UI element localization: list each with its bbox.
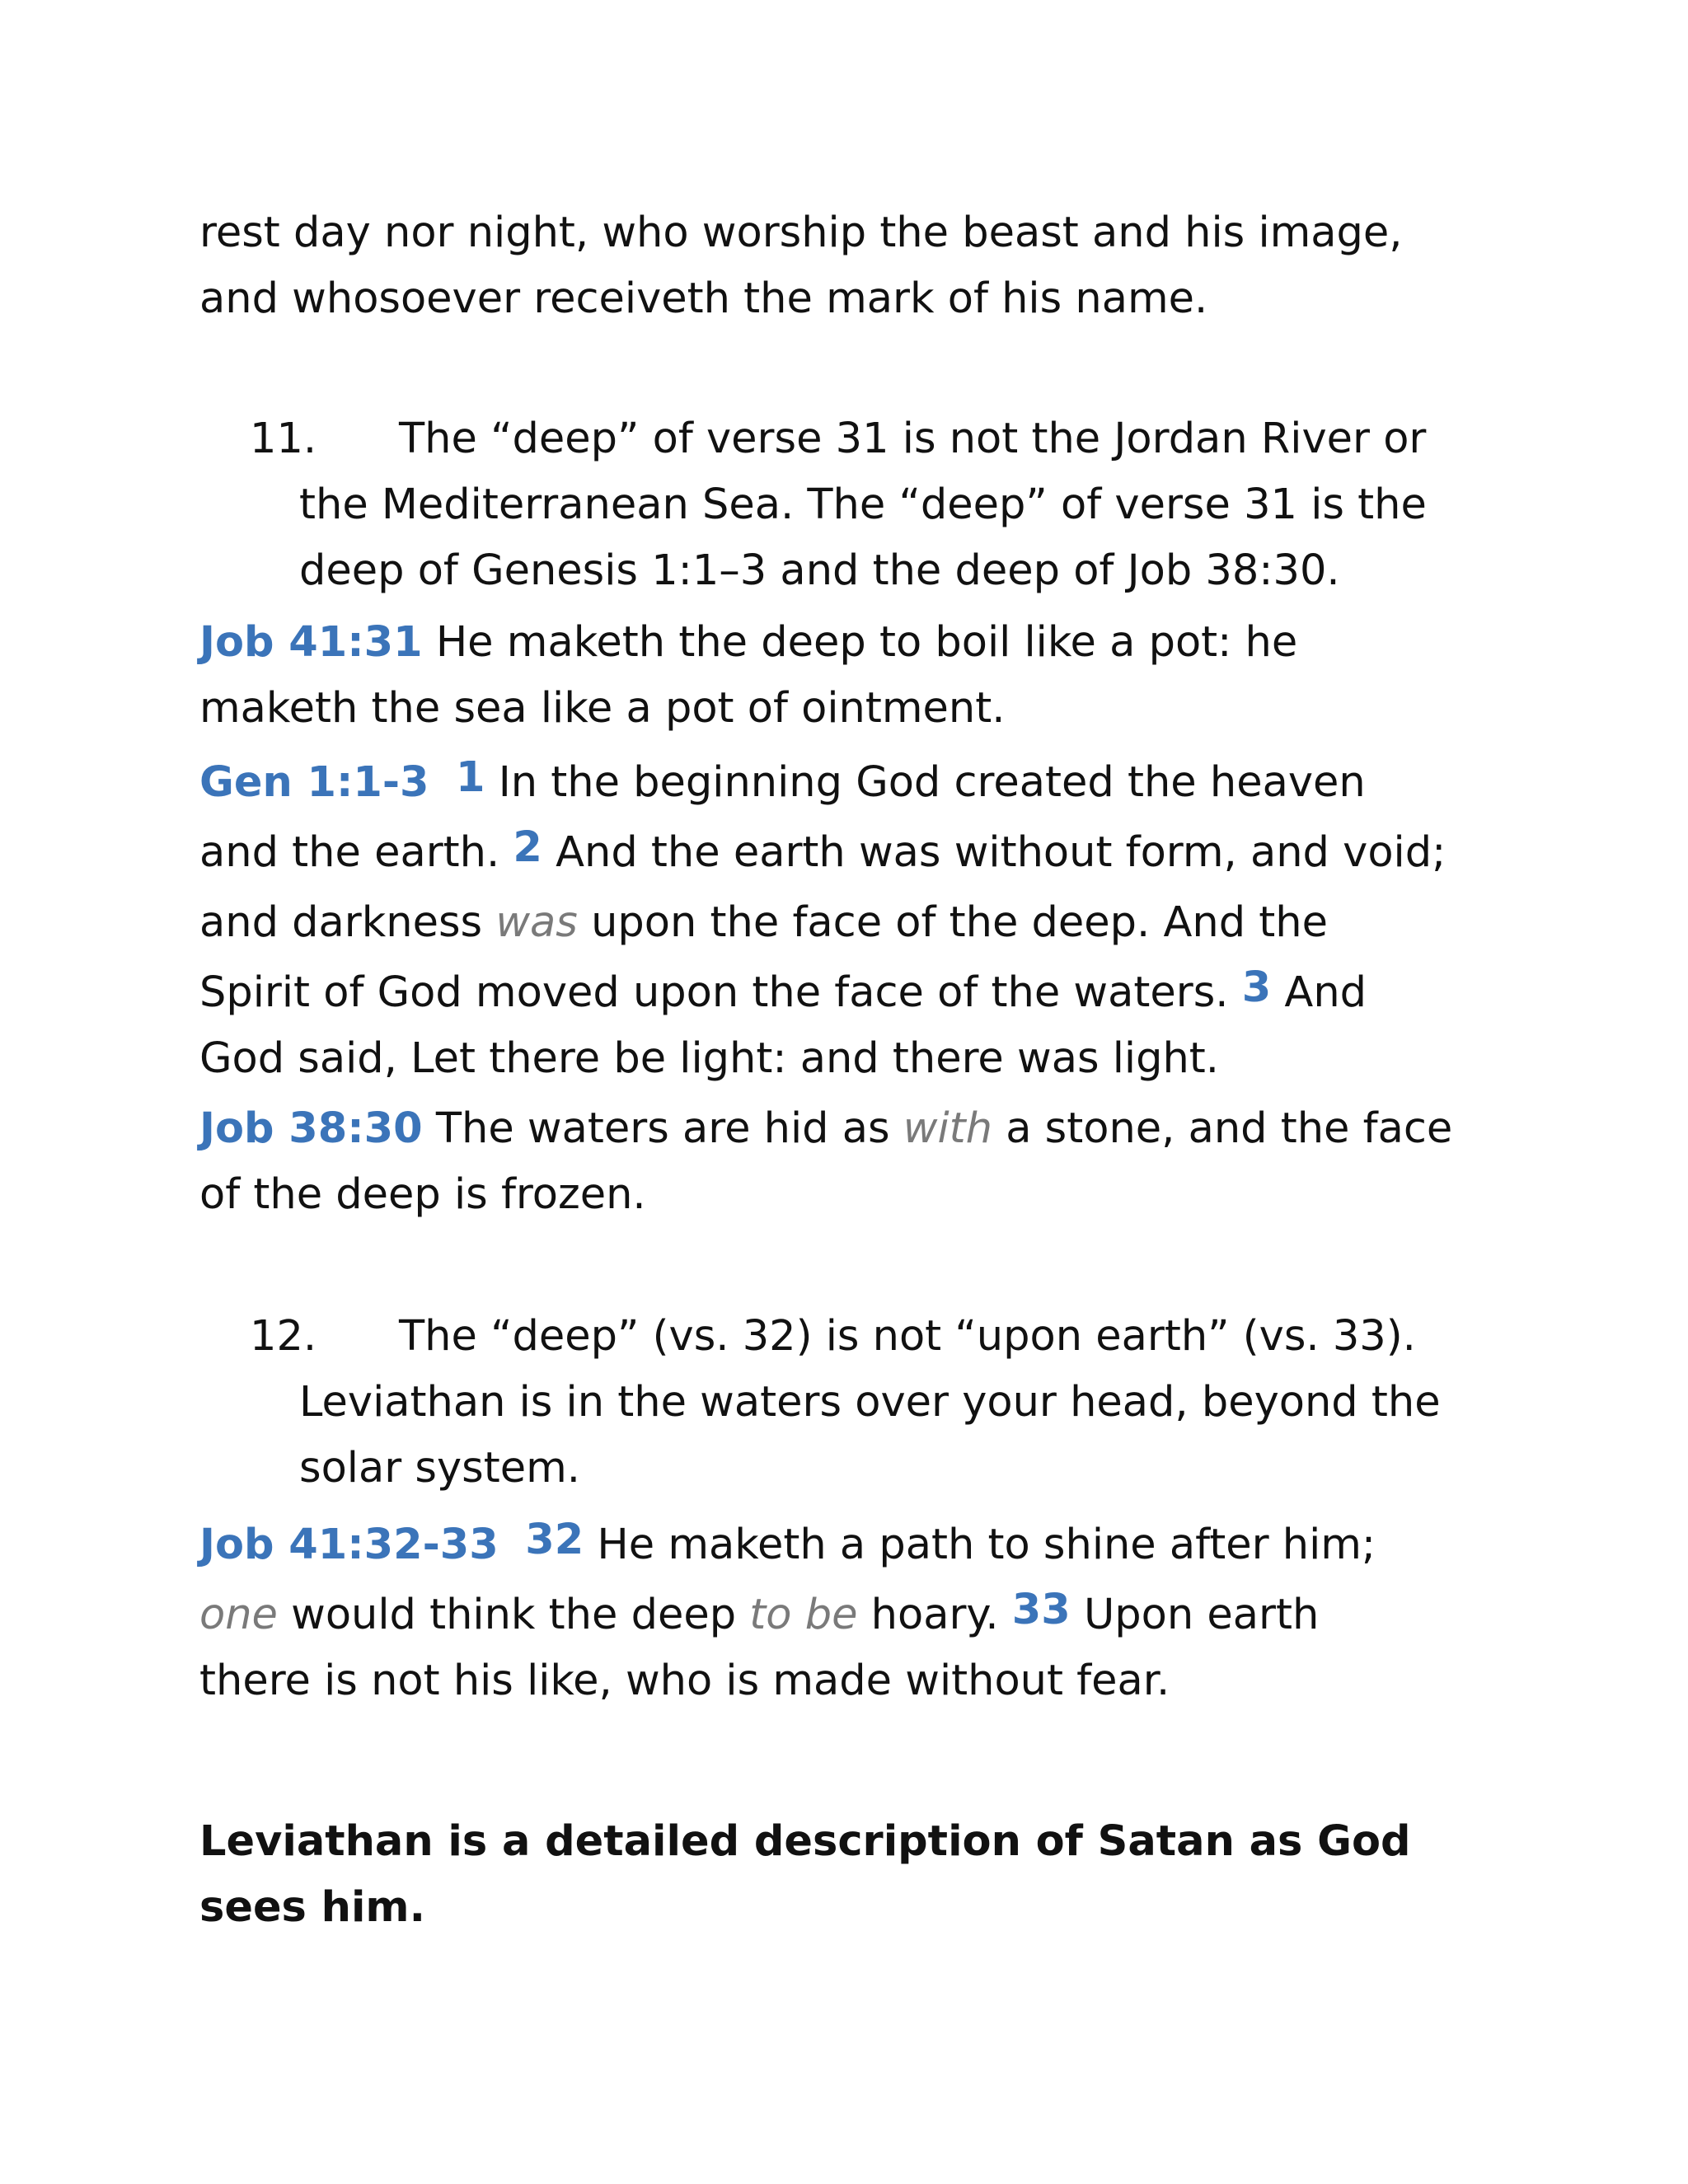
list-item-line: Leviathan is in the waters over your head, beyond the (299, 1378, 1441, 1427)
verse-number: 3 (1241, 963, 1272, 1012)
scripture-text: would think the deep (277, 1591, 750, 1639)
scripture-reference: Job 41:32-33 (199, 1521, 499, 1569)
scripture-text: a stone, and the face (992, 1104, 1453, 1153)
list-item-line: deep of Genesis 1:1–3 and the deep of Job 38:30. (299, 546, 1340, 595)
scripture-text: upon the face of the deep. And the (577, 898, 1328, 947)
list-item-line: solar system. (299, 1444, 580, 1493)
scripture-line (199, 1582, 1319, 1648)
verse-number: 33 (1011, 1586, 1071, 1634)
italic-word: was (495, 898, 578, 947)
italic-word: with (903, 1104, 992, 1153)
scripture-reference: Job 38:30 (199, 1104, 423, 1153)
scripture-text: In the beginning God created the heaven (485, 758, 1366, 807)
scripture-text: He maketh the deep to boil like a pot: he (422, 618, 1298, 667)
scripture-line (199, 960, 1367, 1026)
verse-number: 32 (525, 1516, 584, 1564)
scripture-line: there is not his like, who is made without fear. (199, 1657, 1170, 1705)
italic-word: one (199, 1591, 278, 1639)
scripture-line: maketh the sea like a pot of ointment. (199, 684, 1006, 733)
scripture-reference: Job 41:31 (199, 618, 423, 667)
scripture-line (199, 1512, 1376, 1578)
scripture-text: and the earth. (199, 828, 513, 877)
scripture-text: The waters are hid as (422, 1104, 903, 1153)
verse-number: 1 (455, 753, 485, 802)
scripture-line (199, 820, 1446, 886)
paragraph-line: and whosoever receiveth the mark of his name. (199, 274, 1208, 323)
conclusion-line: Leviathan is a detailed description of Satan as God (199, 1817, 1411, 1866)
scripture-line: God said, Let there be light: and there was light. (199, 1034, 1219, 1083)
scripture-text: And (1271, 968, 1367, 1017)
scripture-text: He maketh a path to shine after him; (584, 1521, 1376, 1569)
list-item-line: the Mediterranean Sea. The “deep” of verse 31 is the (299, 480, 1427, 529)
scripture-text: Upon earth (1070, 1591, 1320, 1639)
scripture-reference: Gen 1:1-3 (199, 758, 429, 807)
conclusion-line: sees him. (199, 1883, 425, 1932)
list-number: 12. (250, 1312, 317, 1361)
scripture-text: And the earth was without form, and void; (542, 828, 1447, 877)
list-item-line: The “deep” of verse 31 is not the Jordan River or (399, 415, 1427, 463)
list-item-line: The “deep” (vs. 32) is not “upon earth” (vs. 33). (399, 1312, 1416, 1361)
italic-word: to be (749, 1591, 858, 1639)
scripture-line (199, 610, 1297, 676)
scripture-line (199, 890, 1328, 956)
verse-number: 2 (513, 823, 542, 872)
scripture-line (199, 750, 1366, 816)
scripture-text: and darkness (199, 898, 496, 947)
list-number: 11. (250, 415, 317, 463)
scripture-text: hoary. (857, 1591, 1012, 1639)
scripture-line (199, 1096, 1452, 1162)
paragraph-line: rest day nor night, who worship the beast and his image, (199, 209, 1403, 257)
scripture-text: Spirit of God moved upon the face of the waters. (199, 968, 1242, 1017)
scripture-line: of the deep is frozen. (199, 1170, 646, 1219)
